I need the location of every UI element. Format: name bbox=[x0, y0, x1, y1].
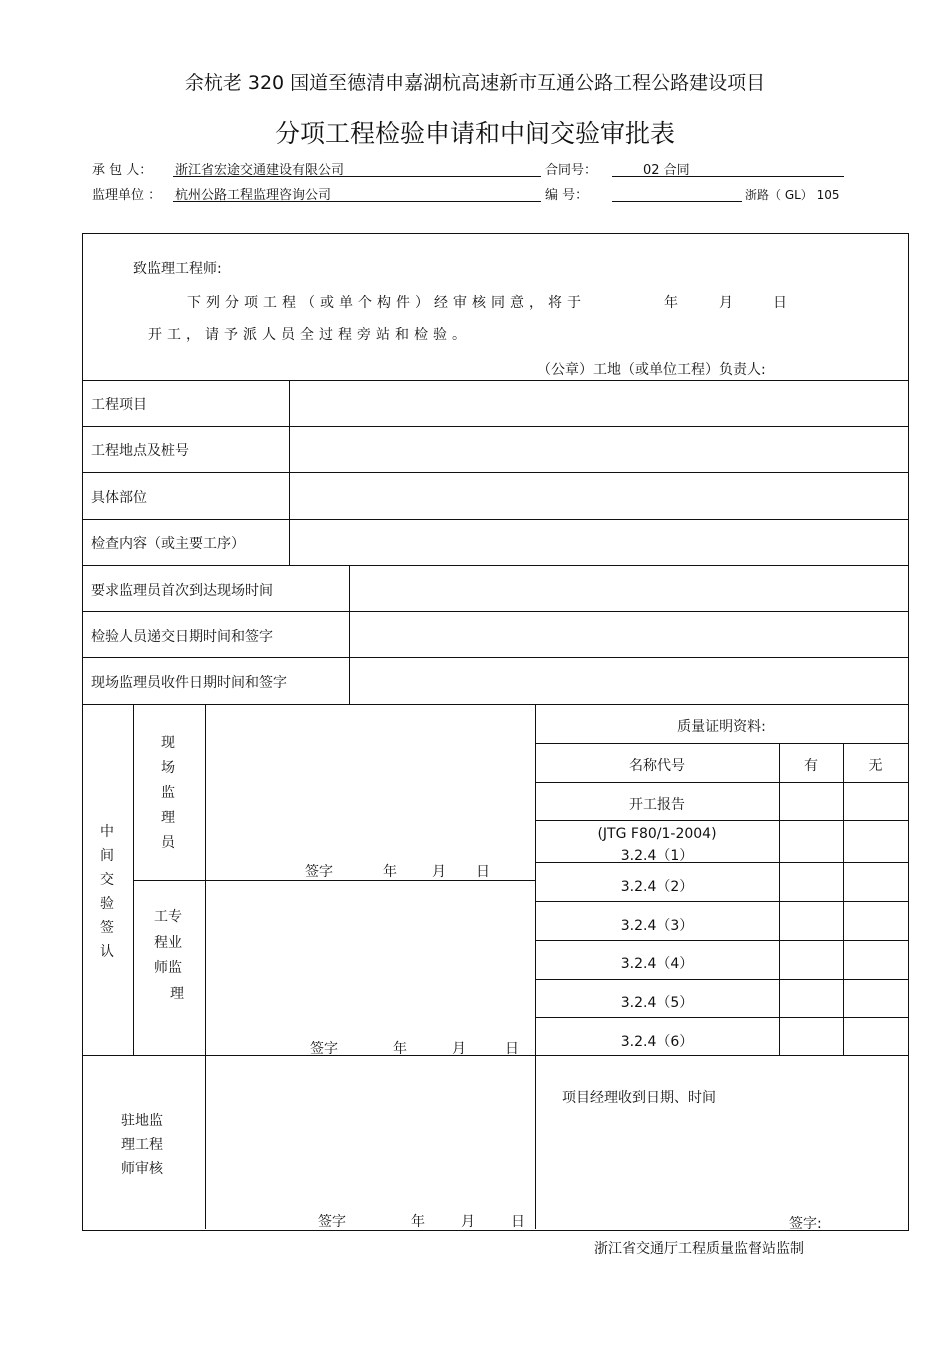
contractor-underline bbox=[173, 176, 541, 177]
interim-divider bbox=[133, 880, 535, 881]
resident-sign-label: 签字 bbox=[318, 1214, 346, 1230]
project-title: 余杭老 320 国道至德清申嘉湖杭高速新市互通公路工程公路建设项目 bbox=[184, 72, 766, 94]
row-divider bbox=[83, 565, 908, 566]
contract-no-underline bbox=[612, 176, 844, 177]
request-line1: 下列分项工程（或单个构件）经审核同意，将于 bbox=[187, 295, 586, 311]
quality-item: 3.2.4（5） bbox=[620, 995, 694, 1011]
contractor-label: 承 包 人： bbox=[92, 163, 153, 178]
resident-sign-year: 年 bbox=[411, 1214, 425, 1230]
pm-sign-label: 签字: bbox=[789, 1216, 822, 1232]
interim-divider bbox=[205, 704, 206, 1229]
specialist-label: 工专 程业 师监 理 bbox=[154, 909, 184, 1002]
specialist-sign-year: 年 bbox=[393, 1041, 407, 1057]
quality-divider bbox=[535, 743, 908, 744]
quality-divider bbox=[535, 940, 908, 941]
row-divider bbox=[83, 657, 908, 658]
specialist-sign-day: 日 bbox=[505, 1041, 519, 1057]
row-label-content: 检查内容（或主要工序） bbox=[91, 536, 245, 552]
row-divider bbox=[83, 611, 908, 612]
row-label-submit: 检验人员递交日期时间和签字 bbox=[91, 629, 273, 645]
row-label-location: 工程地点及桩号 bbox=[91, 443, 189, 459]
quality-divider bbox=[535, 1017, 908, 1018]
pm-received-label: 项目经理收到日期、时间 bbox=[562, 1090, 716, 1106]
row-divider bbox=[83, 519, 908, 520]
site-sign-year: 年 bbox=[383, 864, 397, 880]
request-day: 日 bbox=[773, 295, 787, 311]
quality-item: 3.2.4（3） bbox=[620, 918, 694, 934]
quality-item: 3.2.4（6） bbox=[620, 1034, 694, 1050]
request-to: 致监理工程师: bbox=[133, 261, 222, 277]
row-label-first-arrival: 要求监理员首次到达现场时间 bbox=[91, 583, 273, 599]
interim-divider bbox=[83, 1055, 908, 1056]
quality-item: 3.2.4（2） bbox=[620, 879, 694, 895]
row-divider bbox=[83, 380, 908, 381]
site-sign-month: 月 bbox=[432, 864, 446, 880]
quality-divider bbox=[843, 743, 844, 1055]
quality-item: 3.2.4（4） bbox=[620, 956, 694, 972]
col-divider bbox=[349, 565, 350, 704]
contract-no-label: 合同号： bbox=[545, 163, 598, 178]
form-title: 分项工程检验申请和中间交验审批表 bbox=[274, 119, 675, 148]
row-label-part: 具体部位 bbox=[91, 490, 147, 506]
specialist-sign-month: 月 bbox=[452, 1041, 466, 1057]
request-month: 月 bbox=[719, 295, 733, 311]
supervisor-underline bbox=[173, 201, 541, 202]
contract-no-value: 02 合同 bbox=[643, 163, 690, 178]
quality-item: 开工报告 bbox=[629, 797, 685, 813]
request-line2: 开工，请予派人员全过程旁站和检验。 bbox=[148, 327, 471, 343]
supervisor-value: 杭州公路工程监理咨询公司 bbox=[175, 188, 332, 203]
quality-divider bbox=[535, 782, 908, 783]
row-divider bbox=[83, 426, 908, 427]
quality-item: 3.2.4（1） bbox=[620, 848, 694, 864]
quality-divider bbox=[535, 979, 908, 980]
quality-divider bbox=[535, 901, 908, 902]
col-divider bbox=[289, 380, 290, 565]
serial-label: 编 号： bbox=[545, 188, 589, 203]
row-divider bbox=[83, 472, 908, 473]
serial-underline bbox=[612, 201, 742, 202]
quality-col-none: 无 bbox=[868, 758, 883, 774]
site-sign-label: 签字 bbox=[305, 864, 333, 880]
request-signer: （公章）工地（或单位工程）负责人: bbox=[537, 362, 766, 378]
quality-divider bbox=[779, 743, 780, 1055]
site-supervisor-label: 现 场 监 理 员 bbox=[161, 735, 175, 851]
quality-divider bbox=[535, 820, 908, 821]
row-divider bbox=[83, 704, 908, 705]
interim-group-label: 中 间 交 验 签 认 bbox=[100, 824, 114, 960]
resident-label: 驻地监 理工程 师审核 bbox=[121, 1113, 163, 1177]
footer-issuer: 浙江省交通厅工程质量监督站监制 bbox=[594, 1241, 804, 1257]
resident-sign-month: 月 bbox=[461, 1214, 475, 1230]
row-label-receive: 现场监理员收件日期时间和签字 bbox=[91, 675, 287, 691]
quality-item: (JTG F80/1-2004) bbox=[597, 826, 717, 842]
supervisor-label: 监理单位 ： bbox=[92, 188, 162, 203]
quality-col-has: 有 bbox=[804, 758, 818, 774]
request-year: 年 bbox=[664, 295, 678, 311]
quality-title: 质量证明资料: bbox=[677, 719, 766, 735]
quality-col-name: 名称代号 bbox=[629, 758, 685, 774]
form-code: 浙路（ GL） 105 bbox=[745, 188, 840, 202]
resident-sign-day: 日 bbox=[511, 1214, 525, 1230]
site-sign-day: 日 bbox=[476, 864, 490, 880]
contractor-value: 浙江省宏途交通建设有限公司 bbox=[175, 163, 345, 178]
row-label-project: 工程项目 bbox=[91, 397, 147, 413]
specialist-sign-label: 签字 bbox=[310, 1041, 338, 1057]
